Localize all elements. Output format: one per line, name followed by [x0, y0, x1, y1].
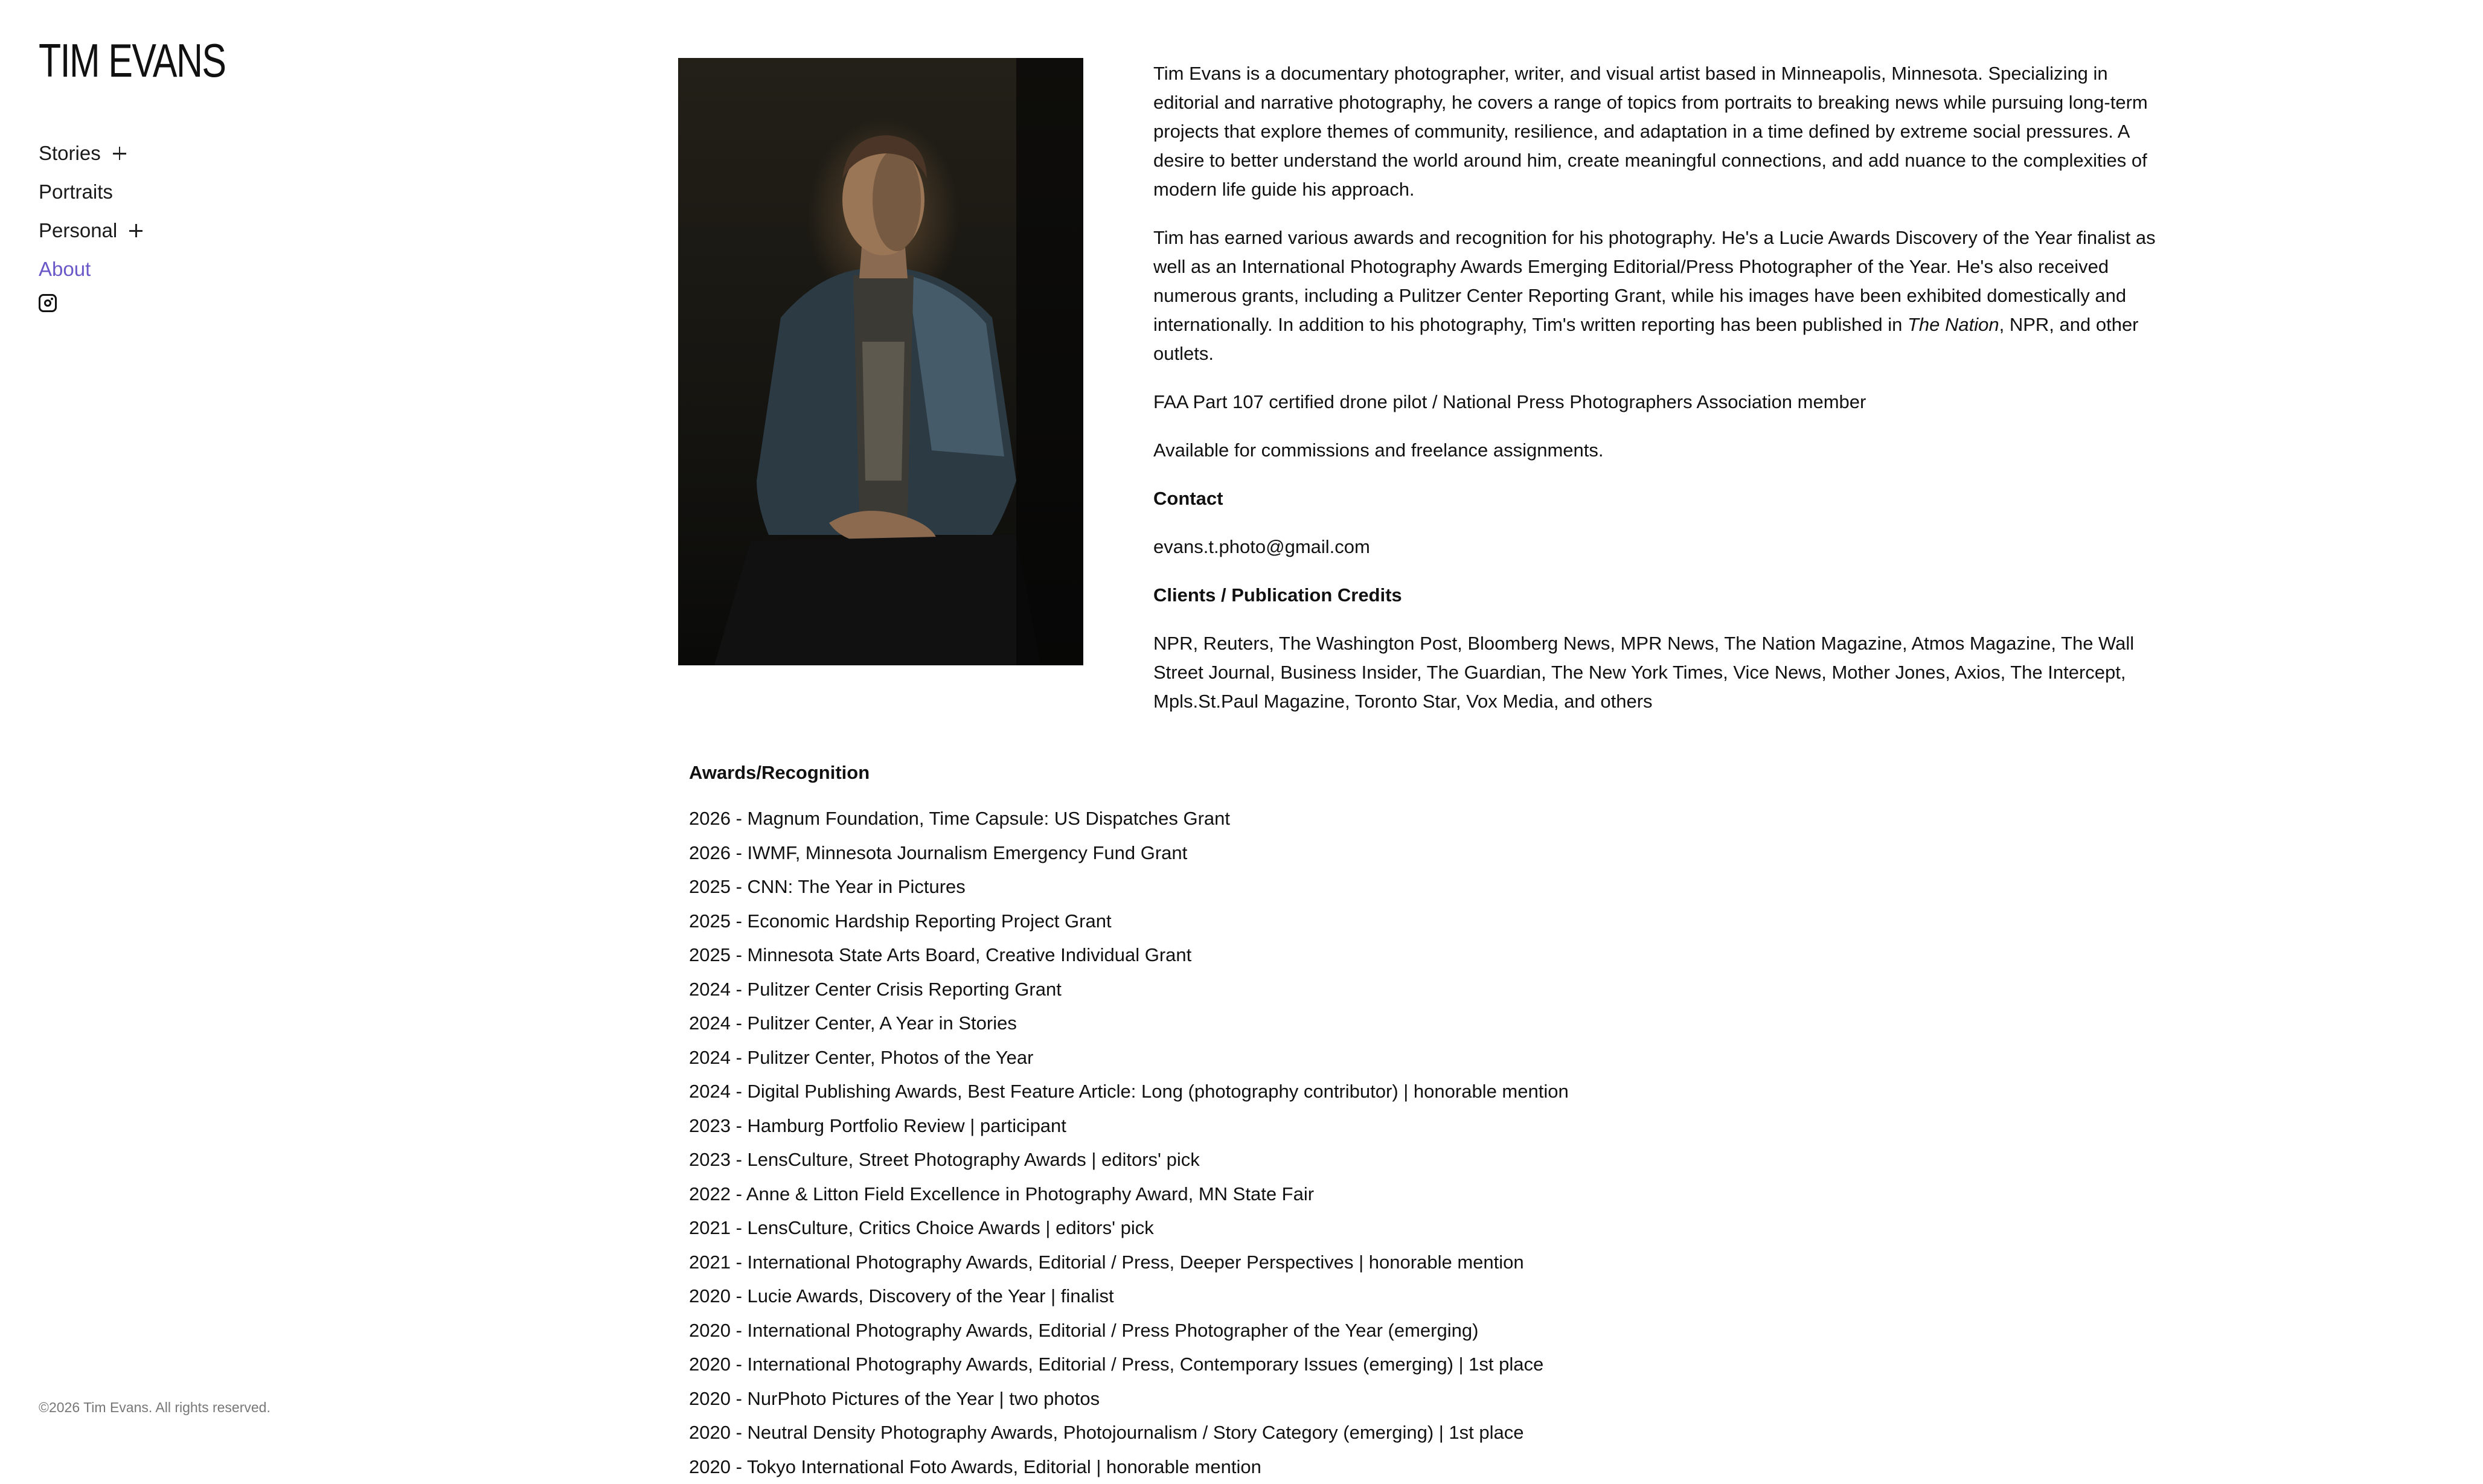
about-bio	[1153, 59, 2162, 735]
nav-item-label: Portraits	[39, 181, 113, 203]
award-item: 2024 - Pulitzer Center, Photos of the Year	[689, 1041, 1897, 1075]
clients-list: NPR, Reuters, The Washington Post, Bloomberg News, MPR News, The Nation Magazine, Atmos Magazine, The Wall Street Journal, Business Insider, The Guardian, The New York Times, Vice News, Mother Jones, Axios, The Intercept, Mpls.St.Paul Magazine, Toronto Star, Vox Media, and others	[1153, 629, 2162, 716]
bio-text: Tim has earned various awards and recognition for his photography. He's a Lucie Awards Discovery of the Year finalist as well as an International Photography Awards Emerging Editorial/Press Photographer of the Year. He's also received numerous grants, including a Pulitzer Center Reporting Grant, while his images have been exhibited domestically and internationally. In addition to his photography, Tim's written reporting has been published in	[1153, 227, 2156, 335]
plus-icon[interactable]	[113, 147, 126, 160]
award-item: 2025 - Economic Hardship Reporting Project Grant	[689, 904, 1897, 939]
availability-text: Available for commissions and freelance assignments.	[1153, 436, 2162, 465]
award-item: 2020 - International Photography Awards, Editorial / Press, Contemporary Issues (emerging) | 1st place	[689, 1348, 1897, 1382]
site-title[interactable]: TIM EVANS	[39, 35, 225, 87]
award-item: 2020 - Lucie Awards, Discovery of the Year | finalist	[689, 1279, 1897, 1314]
sidebar	[39, 0, 582, 1456]
award-item: 2020 - International Photography Awards, Editorial / Press Photographer of the Year (emerging)	[689, 1314, 1897, 1348]
award-item: 2026 - IWMF, Minnesota Journalism Emergency Fund Grant	[689, 836, 1897, 871]
instagram-icon[interactable]	[39, 294, 57, 312]
publication-name: The Nation	[1908, 314, 1999, 335]
clients-heading: Clients / Publication Credits	[1153, 581, 2162, 610]
nav-item-stories[interactable]	[39, 134, 143, 173]
award-item: 2025 - CNN: The Year in Pictures	[689, 870, 1897, 904]
footer-copyright: ©2026 Tim Evans. All rights reserved.	[39, 1399, 271, 1416]
award-item: 2024 - Pulitzer Center, A Year in Stories	[689, 1006, 1897, 1041]
contact-heading: Contact	[1153, 484, 2162, 513]
portrait-illustration	[678, 58, 1083, 665]
awards-list	[689, 802, 1897, 1484]
nav-item-label: Personal	[39, 219, 117, 242]
nav-item-portraits[interactable]	[39, 173, 143, 211]
awards-heading: Awards/Recognition	[689, 758, 1897, 787]
nav-item-label: About	[39, 258, 91, 281]
award-item: 2023 - Hamburg Portfolio Review | participant	[689, 1109, 1897, 1143]
award-item: 2020 - Neutral Density Photography Awards, Photojournalism / Story Category (emerging) | 1st place	[689, 1416, 1897, 1450]
award-item: 2025 - Minnesota State Arts Board, Creative Individual Grant	[689, 938, 1897, 973]
portrait-photo	[678, 58, 1083, 665]
award-item: 2020 - Tokyo International Foto Awards, Editorial | honorable mention	[689, 1450, 1897, 1484]
plus-icon[interactable]	[129, 224, 143, 237]
bio-text: , NPR, and other outlets.	[1153, 314, 2139, 364]
nav-item-label: Stories	[39, 142, 101, 165]
nav-item-about[interactable]	[39, 250, 143, 289]
award-item: 2026 - Magnum Foundation, Time Capsule: US Dispatches Grant	[689, 802, 1897, 836]
main-nav	[39, 134, 143, 289]
award-item: 2020 - NurPhoto Pictures of the Year | two photos	[689, 1382, 1897, 1416]
award-item: 2021 - International Photography Awards, Editorial / Press, Deeper Perspectives | honorable mention	[689, 1246, 1897, 1280]
bio-paragraph: Tim Evans is a documentary photographer, writer, and visual artist based in Minneapolis, Minnesota. Specializing in editorial and narrative photography, he covers a range of topics from portraits to breaking news while pursuing long-term projects that explore themes of community, resilience, and adaptation in a time defined by extreme social pressures. A desire to better understand the world around him, create meaningful connections, and add nuance to the complexities of modern life guide his approach.	[1153, 59, 2162, 204]
award-item: 2024 - Pulitzer Center Crisis Reporting Grant	[689, 973, 1897, 1007]
award-item: 2022 - Anne & Litton Field Excellence in Photography Award, MN State Fair	[689, 1177, 1897, 1212]
bio-paragraph-awards	[1153, 223, 2162, 368]
nav-item-personal[interactable]	[39, 211, 143, 250]
certification-text: FAA Part 107 certified drone pilot / National Press Photographers Association member	[1153, 388, 2162, 417]
award-item: 2023 - LensCulture, Street Photography Awards | editors' pick	[689, 1143, 1897, 1177]
award-item: 2021 - LensCulture, Critics Choice Awards | editors' pick	[689, 1211, 1897, 1246]
award-item: 2024 - Digital Publishing Awards, Best Feature Article: Long (photography contributor) | honorable mention	[689, 1075, 1897, 1109]
awards-section	[689, 758, 1897, 1484]
email-link[interactable]: evans.t.photo@gmail.com	[1153, 533, 2162, 561]
